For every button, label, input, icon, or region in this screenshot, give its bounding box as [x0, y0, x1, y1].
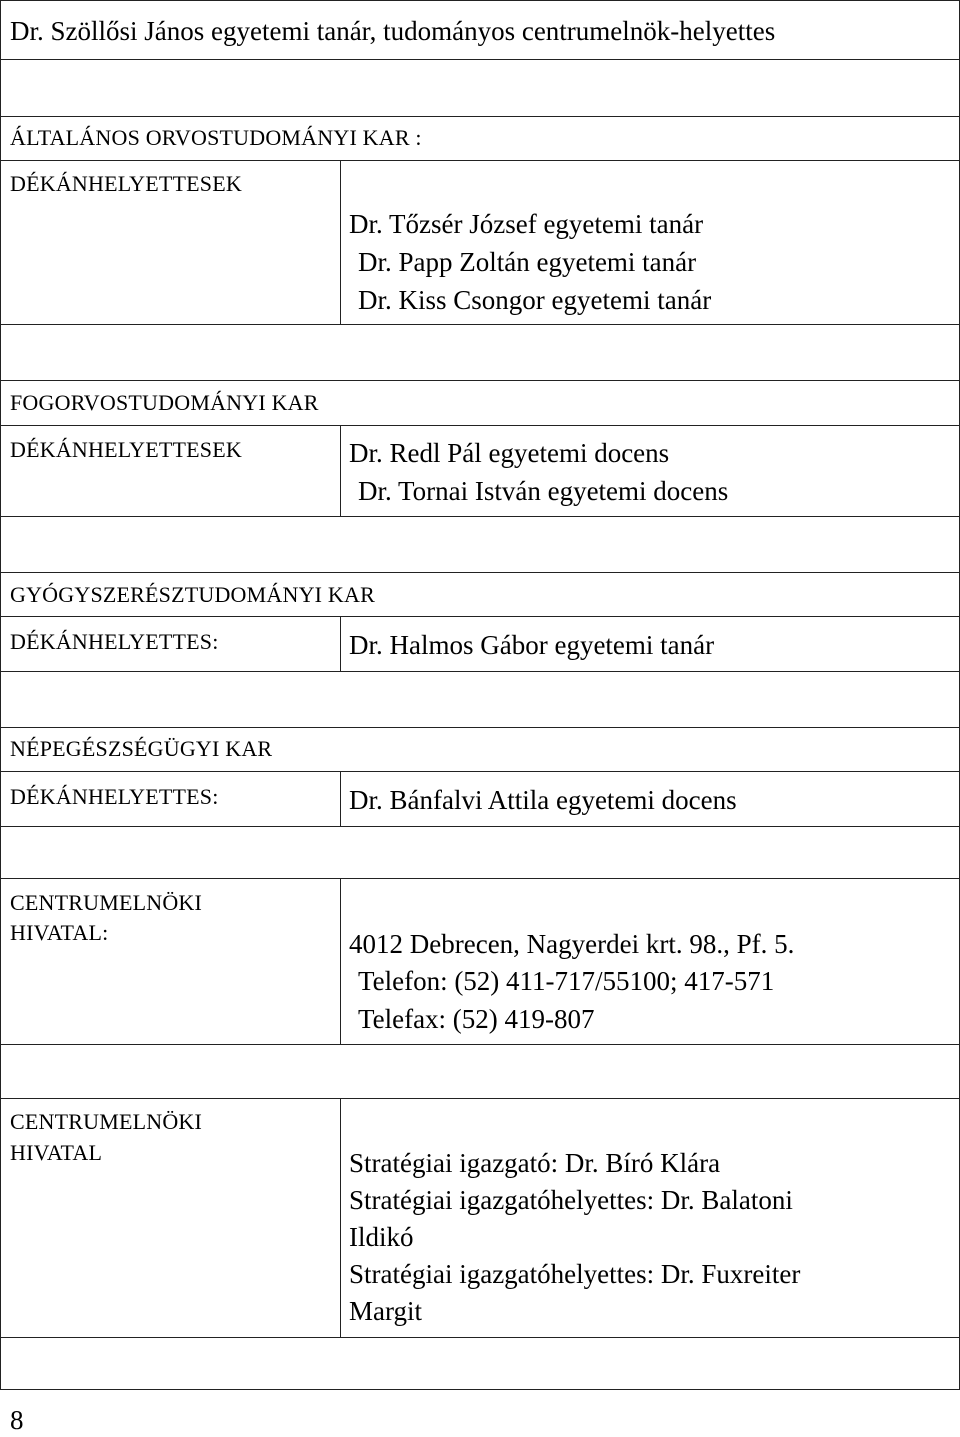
fok-person: Dr. Redl Pál egyetemi docens	[349, 438, 670, 468]
fok-faculty-name: FOGORVOSTUDOMÁNYI KAR	[10, 390, 319, 415]
gyok-person: Dr. Halmos Gábor egyetemi tanár	[349, 630, 715, 660]
office-strategy-label: HIVATAL	[10, 1140, 103, 1165]
nek-person: Dr. Bánfalvi Attila egyetemi docens	[349, 785, 737, 815]
aok-person: Dr. Kiss Csongor egyetemi tanár	[358, 285, 712, 315]
office-strategy-box	[0, 1098, 960, 1338]
spacer-box	[0, 59, 960, 117]
office-strategy-label: CENTRUMELNÖKI	[10, 1109, 203, 1134]
office-phone-line: Telefon: (52) 411-717/55100; 417-571	[358, 966, 775, 996]
office-address-label: HIVATAL:	[10, 920, 109, 945]
gyok-faculty-name: GYÓGYSZERÉSZTUDOMÁNYI KAR	[10, 582, 375, 607]
fok-column-divider	[340, 425, 341, 517]
office-strategy-line: Margit	[349, 1296, 422, 1326]
aok-faculty-name: ÁLTALÁNOS ORVOSTUDOMÁNYI KAR :	[10, 125, 422, 150]
header-title: Dr. Szöllősi János egyetemi tanár, tudományos centrumelnök-helyettes	[10, 16, 776, 46]
aok-role-label: DÉKÁNHELYETTESEK	[10, 171, 242, 196]
spacer-box	[0, 671, 960, 728]
office-address-column-divider	[340, 878, 341, 1045]
nek-role-label: DÉKÁNHELYETTES:	[10, 784, 219, 809]
fok-person: Dr. Tornai István egyetemi docens	[358, 476, 729, 506]
spacer-box	[0, 516, 960, 573]
office-strategy-column-divider	[340, 1098, 341, 1338]
office-strategy-line: Stratégiai igazgatóhelyettes: Dr. Fuxreiter	[349, 1259, 801, 1289]
page-number: 8	[10, 1405, 24, 1435]
fok-role-label: DÉKÁNHELYETTESEK	[10, 437, 242, 462]
spacer-box	[0, 324, 960, 381]
spacer-box	[0, 826, 960, 879]
office-address-label: CENTRUMELNÖKI	[10, 890, 203, 915]
office-strategy-line: Stratégiai igazgatóhelyettes: Dr. Balatoni	[349, 1185, 793, 1215]
spacer-box	[0, 1044, 960, 1099]
nek-column-divider	[340, 771, 341, 827]
spacer-box	[0, 1337, 960, 1390]
office-strategy-line: Stratégiai igazgató: Dr. Bíró Klára	[349, 1148, 721, 1178]
nek-faculty-name: NÉPEGÉSZSÉGÜGYI KAR	[10, 736, 273, 761]
office-strategy-line: Ildikó	[349, 1222, 414, 1252]
office-fax-line: Telefax: (52) 419-807	[358, 1004, 595, 1034]
office-address-line: 4012 Debrecen, Nagyerdei krt. 98., Pf. 5.	[349, 929, 795, 959]
aok-person: Dr. Tőzsér József egyetemi tanár	[349, 209, 704, 239]
gyok-role-label: DÉKÁNHELYETTES:	[10, 629, 219, 654]
gyok-column-divider	[340, 616, 341, 672]
aok-person: Dr. Papp Zoltán egyetemi tanár	[358, 247, 697, 277]
aok-column-divider	[340, 160, 341, 325]
